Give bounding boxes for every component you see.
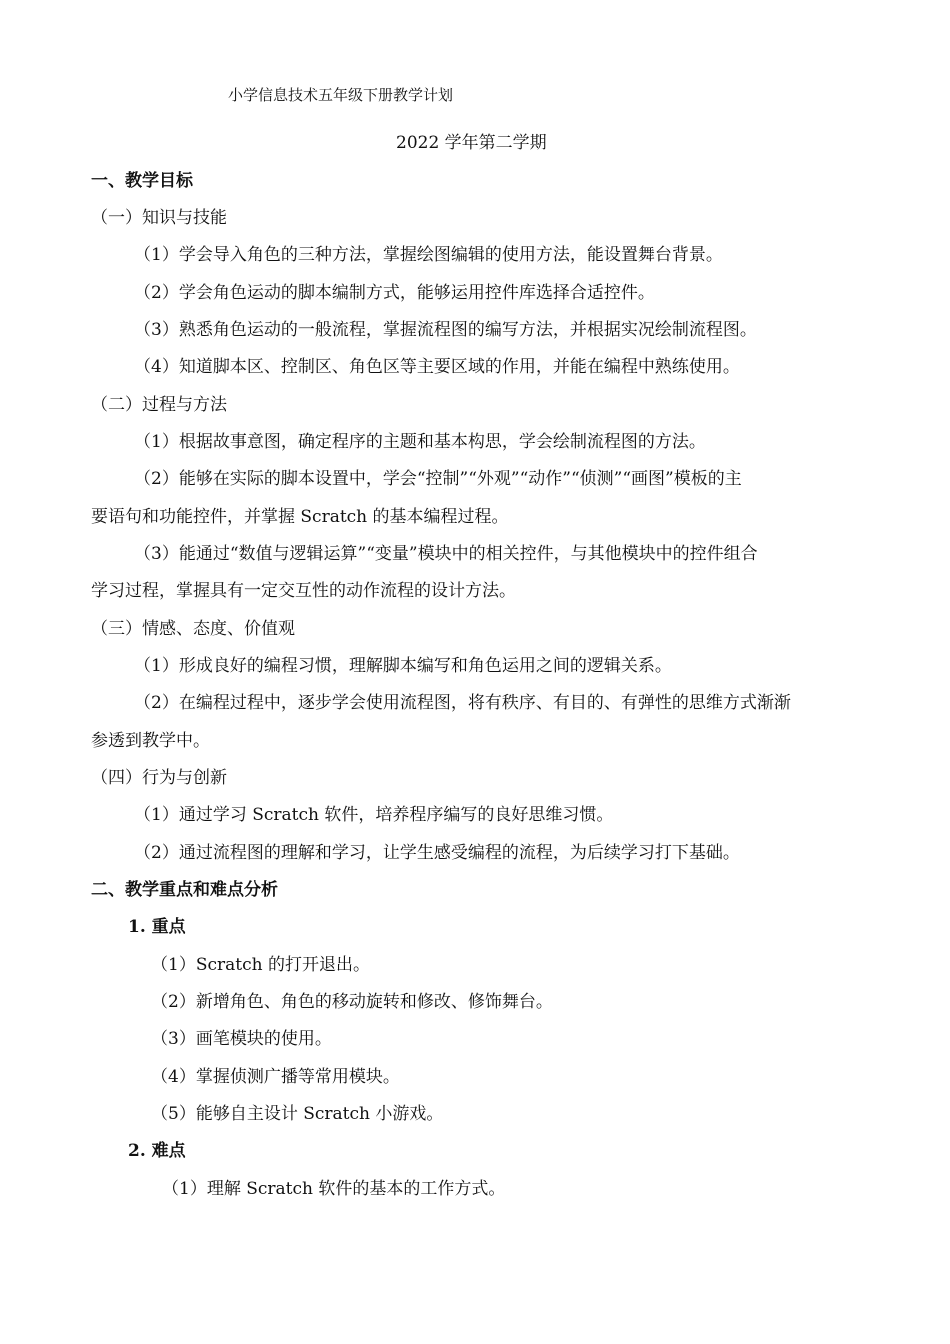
subsection-heading-values: （三）情感、态度、价值观 <box>91 619 295 639</box>
list-item-continuation: 学习过程，掌握具有一定交互性的动作流程的设计方法。 <box>91 581 516 601</box>
subsection-heading-behavior: （四）行为与创新 <box>91 768 227 788</box>
list-item: （1）通过学习 Scratch 软件，培养程序编写的良好思维习惯。 <box>134 805 614 825</box>
subsection-heading-process: （二）过程与方法 <box>91 395 227 415</box>
list-item: （3）画笔模块的使用。 <box>151 1029 332 1049</box>
list-item: （4）知道脚本区、控制区、角色区等主要区域的作用，并能在编程中熟练使用。 <box>134 357 740 377</box>
list-item: （1）理解 Scratch 软件的基本的工作方式。 <box>162 1179 506 1199</box>
list-item: （4）掌握侦测广播等常用模块。 <box>151 1067 400 1087</box>
list-item: （2）通过流程图的理解和学习，让学生感受编程的流程，为后续学习打下基础。 <box>134 843 740 863</box>
list-item: （2）在编程过程中，逐步学会使用流程图，将有秩序、有目的、有弹性的思维方式渐渐 <box>134 693 791 713</box>
list-item: （3）能通过“数值与逻辑运算”“变量”模块中的相关控件，与其他模块中的控件组合 <box>134 544 758 564</box>
list-item-continuation: 要语句和功能控件，并掌握 Scratch 的基本编程过程。 <box>91 507 509 527</box>
list-item: （2）新增角色、角色的移动旋转和修改、修饰舞台。 <box>151 992 553 1012</box>
list-item: （2）学会角色运动的脚本编制方式，能够运用控件库选择合适控件。 <box>134 283 655 303</box>
semester-subtitle: 2022 学年第二学期 <box>396 133 547 153</box>
list-item: （1）Scratch 的打开退出。 <box>151 955 370 975</box>
section-heading-key-difficult: 二、教学重点和难点分析 <box>91 880 278 900</box>
document-title: 小学信息技术五年级下册教学计划 <box>228 86 454 104</box>
section-heading-objectives: 一、教学目标 <box>91 171 193 191</box>
list-item: （1）形成良好的编程习惯，理解脚本编写和角色运用之间的逻辑关系。 <box>134 656 672 676</box>
list-item: （3）熟悉角色运动的一般流程，掌握流程图的编写方法，并根据实况绘制流程图。 <box>134 320 757 340</box>
difficulties-heading: 2. 难点 <box>128 1141 186 1161</box>
list-item: （1）学会导入角色的三种方法，掌握绘图编辑的使用方法，能设置舞台背景。 <box>134 245 723 265</box>
subsection-heading-knowledge: （一）知识与技能 <box>91 208 227 228</box>
list-item: （5）能够自主设计 Scratch 小游戏。 <box>151 1104 444 1124</box>
list-item: （1）根据故事意图，确定程序的主题和基本构思，学会绘制流程图的方法。 <box>134 432 706 452</box>
key-points-heading: 1. 重点 <box>128 917 186 937</box>
list-item-continuation: 参透到教学中。 <box>91 731 210 751</box>
list-item: （2）能够在实际的脚本设置中，学会“控制”“外观”“动作”“侦测”“画图”模板的主 <box>134 469 742 489</box>
